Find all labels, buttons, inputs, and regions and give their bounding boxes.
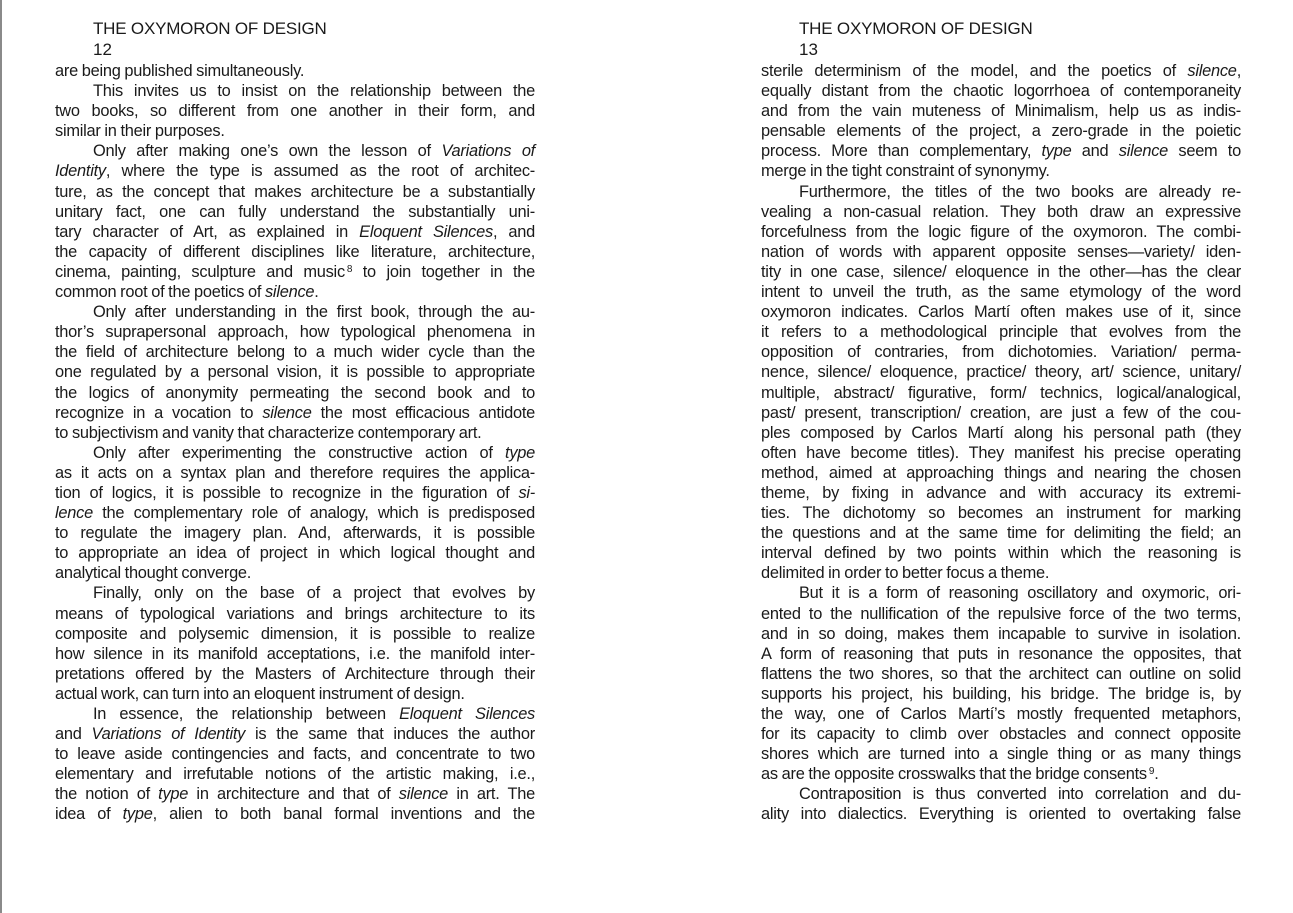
text-run: In essence, the relationship between bbox=[93, 705, 400, 723]
text-line bbox=[761, 644, 1241, 664]
text-run: A form of reasoning that puts in resonance the opposites, that bbox=[761, 644, 1241, 663]
text-run: as it acts on a syntax plan and therefore requires the applica- bbox=[55, 463, 535, 482]
text-line bbox=[55, 443, 535, 463]
text-run: analytical thought converge. bbox=[55, 564, 252, 583]
text-line bbox=[55, 423, 535, 443]
text-run: , where the type is assumed as the root of architec- bbox=[105, 162, 535, 181]
text-line bbox=[55, 403, 535, 423]
text-line bbox=[55, 101, 535, 121]
text-run: . bbox=[1154, 765, 1159, 784]
text-line bbox=[761, 121, 1241, 141]
text-run: the notion of bbox=[55, 785, 159, 804]
text-run: , alien to both banal formal inventions and the bbox=[152, 805, 535, 824]
text-run: one regulated by a personal vision, it is possible to appropriate bbox=[55, 363, 535, 382]
text-run: elementary and irrefutable notions of the artistic making, i.e., bbox=[55, 765, 535, 784]
text-run: nence, silence/ eloquence, practice/ theory, art/ science, unitary/ bbox=[761, 363, 1241, 382]
text-run: intent to unveil the truth, as the same etymology of the word bbox=[761, 283, 1241, 302]
text-run: idea of bbox=[55, 805, 123, 824]
text-line bbox=[761, 302, 1241, 322]
text-run: two books, so different from one another in their form, and bbox=[55, 102, 535, 121]
italic-run: type bbox=[505, 443, 535, 462]
text-run: merge in the tight constraint of synonymy. bbox=[761, 162, 1050, 181]
italic-run: silence bbox=[1118, 142, 1169, 161]
text-run: But it is a form of reasoning oscillatory and oxymoric, ori- bbox=[799, 584, 1241, 603]
text-run: in art. The bbox=[448, 785, 535, 804]
text-line bbox=[761, 403, 1241, 423]
text-line bbox=[761, 704, 1241, 724]
text-run: Only after understanding in the first book, through the au- bbox=[93, 303, 535, 322]
text-run: process. More than complementary, bbox=[761, 142, 1042, 161]
text-run: pensable elements of the project, a zero-grade in the poietic bbox=[761, 122, 1241, 141]
running-head: THE OXYMORON OF DESIGN bbox=[93, 19, 327, 38]
page-number: 12 bbox=[93, 40, 112, 59]
text-line bbox=[761, 764, 1241, 784]
text-line bbox=[55, 583, 535, 603]
italic-run: Variations of bbox=[441, 142, 535, 161]
window-edge bbox=[0, 0, 2, 913]
text-line bbox=[761, 423, 1241, 443]
text-line bbox=[761, 604, 1241, 624]
text-run: the field of architecture belong to a much wider cycle than the bbox=[55, 343, 535, 362]
text-run: and from the vain muteness of Minimalism, help us as indis- bbox=[761, 102, 1241, 121]
footnote-ref: 8 bbox=[346, 263, 353, 275]
body-text bbox=[761, 61, 1241, 825]
text-line bbox=[761, 182, 1241, 202]
text-line bbox=[761, 443, 1241, 463]
text-line bbox=[55, 684, 535, 704]
text-run: delimited in order to better focus a theme. bbox=[761, 564, 1050, 583]
text-run: the most efficacious antidote bbox=[311, 403, 535, 422]
text-run: vealing a non-casual relation. They both draw an expressive bbox=[761, 202, 1241, 221]
italic-run: Eloquent Silences bbox=[359, 222, 493, 241]
text-line bbox=[761, 684, 1241, 704]
text-run: common root of the poetics of bbox=[55, 283, 265, 302]
text-line bbox=[761, 161, 1241, 181]
text-line bbox=[55, 624, 535, 644]
text-run: the capacity of different disciplines like literature, architecture, bbox=[55, 242, 535, 261]
italic-run: type bbox=[1041, 142, 1072, 161]
text-line bbox=[55, 483, 535, 503]
text-run: . bbox=[314, 283, 319, 302]
text-line bbox=[55, 704, 535, 724]
text-line bbox=[55, 121, 535, 141]
text-line bbox=[55, 262, 535, 282]
text-run: the way, one of Carlos Martí’s mostly frequented metaphors, bbox=[761, 705, 1241, 723]
text-line bbox=[55, 141, 535, 161]
text-line bbox=[761, 262, 1241, 282]
text-run: the logics of anonymity permeating the second book and to bbox=[55, 383, 535, 402]
text-run: past/ present, transcription/ creation, are just a few of the cou- bbox=[761, 403, 1241, 422]
text-run: supports his project, his building, his bridge. The bridge is, by bbox=[761, 684, 1241, 703]
text-run: Only after making one’s own the lesson of bbox=[93, 142, 442, 161]
text-line bbox=[55, 282, 535, 302]
text-line bbox=[761, 563, 1241, 583]
text-run: to regulate the imagery plan. And, afterwards, it is possible bbox=[55, 524, 535, 543]
text-run: theme, by fixing in advance and with accuracy its extremi- bbox=[761, 483, 1241, 502]
text-run: Contraposition is thus converted into correlation and du- bbox=[799, 785, 1241, 804]
text-run: tary character of Art, as explained in bbox=[55, 222, 360, 241]
text-run: ality into dialectics. Everything is oriented to overtaking false bbox=[761, 805, 1241, 824]
text-run: thor’s suprapersonal approach, how typological phenomena in bbox=[55, 323, 535, 342]
text-run: forcefulness from the logic figure of the oxymoron. The combi- bbox=[761, 222, 1241, 241]
text-line bbox=[761, 583, 1241, 603]
italic-run: silence bbox=[398, 785, 449, 804]
text-line bbox=[55, 161, 535, 181]
text-line bbox=[55, 644, 535, 664]
text-run: to join together in the bbox=[352, 262, 536, 281]
text-line bbox=[55, 764, 535, 784]
page-number: 13 bbox=[799, 40, 818, 59]
text-line bbox=[55, 664, 535, 684]
text-run: equally distant from the chaotic logorrhoea of contemporaneity bbox=[761, 82, 1241, 101]
text-run: composite and polysemic dimension, it is possible to realize bbox=[55, 624, 535, 643]
text-run: , bbox=[1236, 62, 1241, 80]
text-line bbox=[55, 202, 535, 222]
text-line bbox=[761, 463, 1241, 483]
italic-run: Eloquent Silences bbox=[399, 705, 535, 723]
text-run: the questions and at the same time for delimiting the field; an bbox=[761, 524, 1241, 543]
text-line bbox=[55, 503, 535, 523]
text-line bbox=[55, 61, 535, 81]
text-run: Only after experimenting the constructive action of bbox=[93, 443, 506, 462]
text-run: flattens the two shores, so that the architect can outline on solid bbox=[761, 664, 1241, 683]
text-line bbox=[761, 483, 1241, 503]
text-line bbox=[761, 724, 1241, 744]
running-head: THE OXYMORON OF DESIGN bbox=[799, 19, 1033, 38]
text-line bbox=[55, 322, 535, 342]
text-line bbox=[761, 242, 1241, 262]
text-run: to subjectivism and vanity that characterize contemporary art. bbox=[55, 423, 482, 442]
text-line bbox=[761, 81, 1241, 101]
text-run: ples composed by Carlos Martí along his personal path (they bbox=[761, 423, 1241, 442]
italic-run: silence bbox=[262, 403, 312, 422]
text-line bbox=[55, 523, 535, 543]
text-run: ented to the nullification of the repulsive force of the two terms, bbox=[761, 604, 1241, 623]
text-run: tity in one case, silence/ eloquence in the other—has the clear bbox=[761, 262, 1241, 281]
text-line bbox=[55, 302, 535, 322]
text-line bbox=[761, 101, 1241, 121]
text-run: Finally, only on the base of a project that evolves by bbox=[93, 584, 535, 603]
text-line bbox=[55, 563, 535, 583]
text-run: tion of logics, it is possible to recognize in the figuration of bbox=[55, 483, 519, 502]
text-run: multiple, abstract/ figurative, form/ technics, logical/analogical, bbox=[761, 383, 1241, 402]
text-run: how silence in its manifold acceptations, i.e. the manifold inter- bbox=[55, 644, 535, 663]
text-line bbox=[761, 202, 1241, 222]
italic-run: Identity bbox=[55, 162, 106, 181]
text-line bbox=[761, 784, 1241, 804]
text-run: and bbox=[1071, 142, 1119, 161]
text-run: ture, as the concept that makes architecture be a substantially bbox=[55, 182, 535, 201]
text-run: and bbox=[55, 725, 92, 744]
text-line bbox=[55, 463, 535, 483]
text-run: pretations offered by the Masters of Architecture through their bbox=[55, 664, 535, 683]
text-line bbox=[55, 784, 535, 804]
text-run: nation of words with apparent opposite senses—variety/ iden- bbox=[761, 242, 1241, 261]
text-line bbox=[55, 383, 535, 403]
text-run: often have become titles). They manifest his precise operating bbox=[761, 443, 1241, 462]
text-run: sterile determinism of the model, and the poetics of bbox=[761, 62, 1188, 80]
text-line bbox=[55, 724, 535, 744]
italic-run: lence bbox=[55, 504, 93, 523]
text-run: This invites us to insist on the relationship between the bbox=[93, 82, 535, 101]
text-line bbox=[761, 61, 1241, 81]
text-line bbox=[761, 664, 1241, 684]
text-line bbox=[55, 182, 535, 202]
text-line bbox=[55, 543, 535, 563]
footnote-ref: 9 bbox=[1148, 766, 1155, 778]
text-run: ties. The dichotomy so becomes an instrument for marking bbox=[761, 504, 1241, 523]
text-run: interval defined by two points within which the reasoning is bbox=[761, 544, 1241, 563]
text-run: cinema, painting, sculpture and music bbox=[55, 262, 345, 281]
text-run: means of typological variations and brings architecture to its bbox=[55, 604, 535, 623]
text-run: unitary fact, one can fully understand the substantially uni- bbox=[55, 202, 535, 221]
text-run: shores which are turned into a single thing or as many things bbox=[761, 745, 1241, 764]
text-line bbox=[761, 503, 1241, 523]
text-run: is the same that induces the author bbox=[245, 725, 535, 744]
text-run: recognize in a vocation to bbox=[55, 403, 263, 422]
text-line bbox=[55, 604, 535, 624]
text-run: Furthermore, the titles of the two books are already re- bbox=[799, 182, 1241, 201]
text-line bbox=[55, 744, 535, 764]
text-run: actual work, can turn into an eloquent instrument of design. bbox=[55, 684, 465, 703]
text-run: it refers to a methodological principle that evolves from the bbox=[761, 323, 1241, 342]
text-run: to appropriate an idea of project in which logical thought and bbox=[55, 544, 535, 563]
text-run: oxymoron indicates. Carlos Martí often makes use of it, since bbox=[761, 303, 1241, 322]
text-line bbox=[761, 282, 1241, 302]
italic-run: type bbox=[122, 805, 153, 824]
text-line bbox=[761, 804, 1241, 824]
text-line bbox=[761, 624, 1241, 644]
text-line bbox=[761, 222, 1241, 242]
text-run: , and bbox=[492, 222, 535, 241]
text-line bbox=[55, 222, 535, 242]
text-line bbox=[761, 342, 1241, 362]
text-run: seem to bbox=[1168, 142, 1241, 161]
text-line bbox=[761, 362, 1241, 382]
text-line bbox=[55, 242, 535, 262]
text-line bbox=[55, 342, 535, 362]
text-run: as are the opposite crosswalks that the bridge consents bbox=[761, 765, 1147, 784]
text-run: to leave aside contingencies and facts, and concentrate to two bbox=[55, 745, 535, 764]
text-run: in architecture and that of bbox=[188, 785, 399, 804]
text-line bbox=[55, 362, 535, 382]
italic-run: Variations of Identity bbox=[91, 725, 246, 744]
text-line bbox=[761, 543, 1241, 563]
italic-run: silence bbox=[1187, 62, 1237, 80]
text-line bbox=[761, 523, 1241, 543]
italic-run: si- bbox=[518, 483, 535, 502]
text-line bbox=[55, 81, 535, 101]
text-line bbox=[761, 322, 1241, 342]
text-run: method, aimed at approaching things and nearing the chosen bbox=[761, 463, 1241, 482]
text-line bbox=[761, 141, 1241, 161]
text-run: the complementary role of analogy, which is predisposed bbox=[92, 504, 535, 523]
text-run: and in so doing, makes them incapable to survive in isolation. bbox=[761, 624, 1241, 643]
text-line bbox=[761, 383, 1241, 403]
text-run: opposition of contraries, from dichotomies. Variation/ perma- bbox=[761, 343, 1241, 362]
italic-run: silence bbox=[264, 283, 315, 302]
body-text bbox=[55, 61, 535, 825]
text-run: are being published simultaneously. bbox=[55, 62, 305, 80]
italic-run: type bbox=[158, 785, 189, 804]
text-line bbox=[55, 804, 535, 824]
text-line bbox=[761, 744, 1241, 764]
text-run: similar in their purposes. bbox=[55, 122, 225, 141]
text-run: for its capacity to climb over obstacles and connect opposite bbox=[761, 725, 1241, 744]
